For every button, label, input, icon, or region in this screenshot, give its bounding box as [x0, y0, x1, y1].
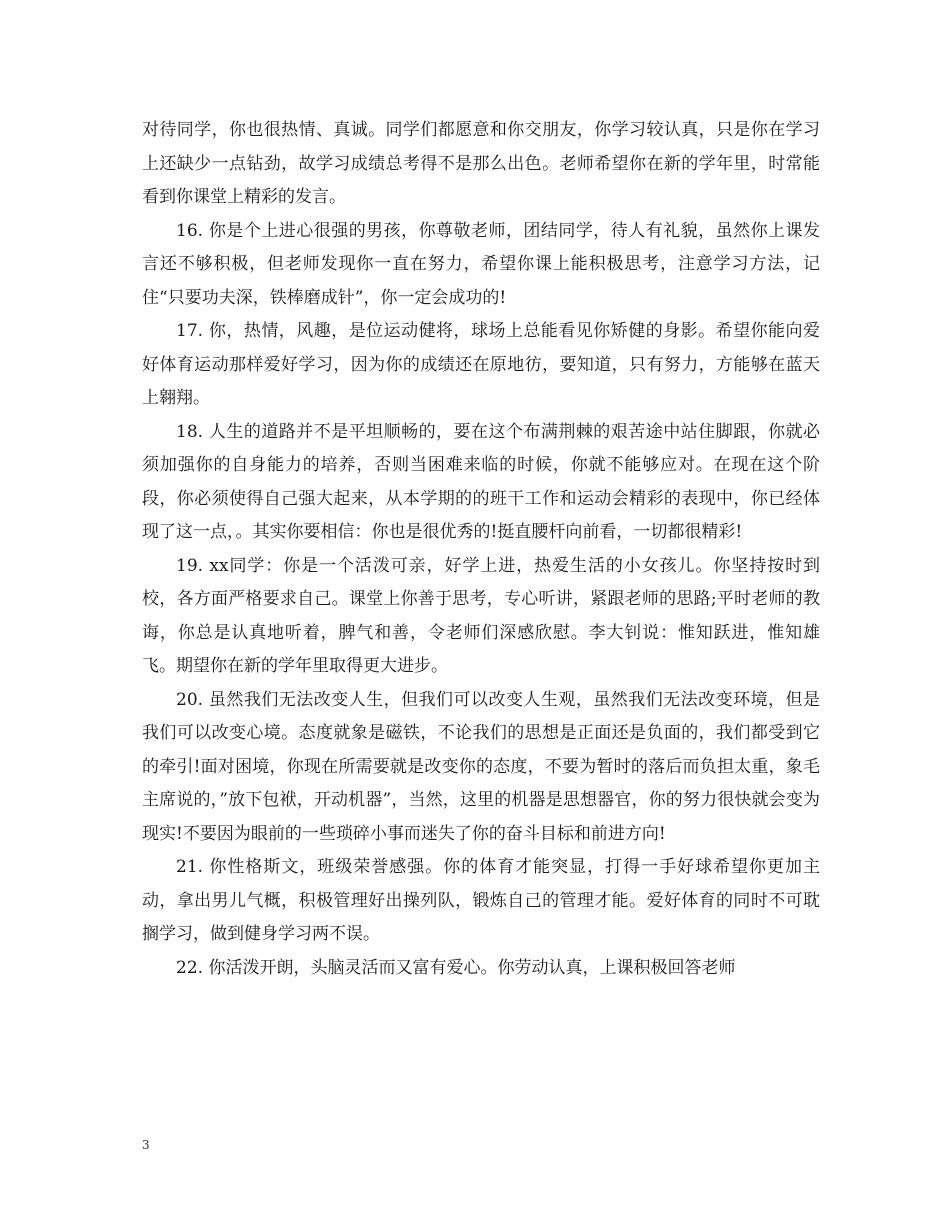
paragraph-comment-19: 19. xx同学：你是一个活泼可亲，好学上进，热爱生活的小女孩儿。你坚持按时到校，各方面严格要求自己。课堂上你善于思考，专心听讲，紧跟老师的思路;平时老师的教诲，你总是认真地听着，脾气和善，令老师们深感欣慰。李大钊说：惟知跃进，惟知雄飞。期望你在新的学年里取得更大进步。: [142, 555, 820, 676]
document-body: [142, 114, 820, 985]
paragraph-comment-20: 20. 虽然我们无法改变人生，但我们可以改变人生观，虽然我们无法改变环境，但是我们可以改变心境。态度就象是磁铁，不论我们的思想是正面还是负面的，我们都受到它的牵引!面对困境，你现在所需要就是改变你的态度，不要为暂时的落后而负担太重，象毛主席说的，”放下包袱，开动机器”，当然，这里的机器是思想器官，你的努力很快就会变为现实!不要因为眼前的一些琐碎小事而迷失了你的奋斗目标和前进方向!: [142, 689, 820, 844]
paragraph-continuation: 对待同学，你也很热情、真诚。同学们都愿意和你交朋友，你学习较认真，只是你在学习上还缺少一点钻劲，故学习成绩总考得不是那么出色。老师希望你在新的学年里，时常能看到你课堂上精彩的发言。: [142, 120, 820, 207]
paragraph-comment-22: 22. 你活泼开朗，头脑灵活而又富有爱心。你劳动认真，上课积极回答老师: [176, 957, 736, 978]
page-number: 3: [142, 1138, 150, 1152]
paragraph-comment-21: 21. 你性格斯文，班级荣誉感强。你的体育才能突显，打得一手好球希望你更加主动，拿出男儿气概，积极管理好出操列队，锻炼自己的管理才能。爱好体育的同时不可耽搁学习，做到健身学习两不误。: [142, 857, 820, 944]
paragraph-comment-17: 17. 你，热情，风趣，是位运动健将，球场上总能看见你矫健的身影。希望你能向爱好体育运动那样爱好学习，因为你的成绩还在原地彷，要知道，只有努力，方能够在蓝天上翱翔。: [142, 321, 820, 408]
paragraph-comment-16: 16. 你是个上进心很强的男孩，你尊敬老师，团结同学，待人有礼貌，虽然你上课发言还不够积极，但老师发现你一直在努力，希望你课上能积极思考，注意学习方法，记住“只要功夫深，铁棒磨成针”，你一定会成功的!: [142, 220, 820, 308]
paragraph-comment-18: 18. 人生的道路并不是平坦顺畅的，要在这个布满荆棘的艰苦途中站住脚跟，你就必须加强你的自身能力的培养，否则当困难来临的时候，你就不能够应对。在现在这个阶段，你必须使得自己强大起来，从本学期的的班干工作和运动会精彩的表现中，你已经体现了这一点，。其实你要相信：你也是很优秀的!挺直腰杆向前看，一切都很精彩!: [142, 421, 820, 542]
